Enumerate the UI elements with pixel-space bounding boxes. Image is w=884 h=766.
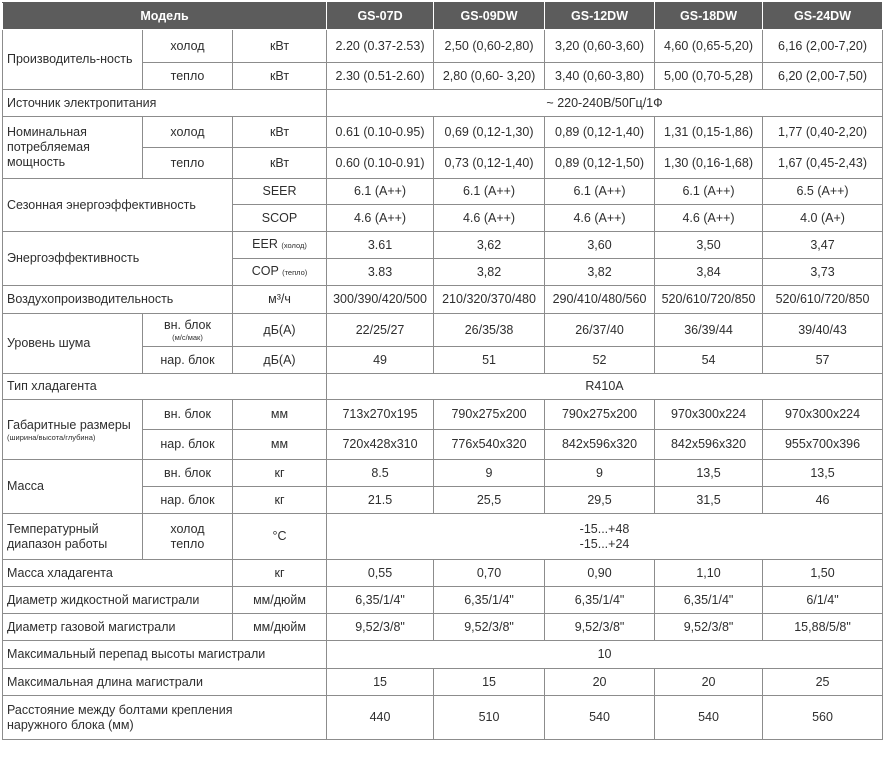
- cell-value: 2,80 (0,60- 3,20): [434, 63, 545, 90]
- cell-value: 13,5: [763, 460, 883, 487]
- cell-value: 39/40/43: [763, 314, 883, 347]
- cell-value: 3,73: [763, 259, 883, 286]
- efficiency-label: Энергоэффективность: [3, 232, 233, 286]
- cell-value: 25: [763, 669, 883, 696]
- unit-label: кВт: [233, 148, 327, 179]
- cell-value: 2.30 (0.51-2.60): [327, 63, 434, 90]
- cell-value: 6.1 (A++): [434, 179, 545, 205]
- cell-value: 790x275x200: [434, 400, 545, 430]
- refrigerant-value: R410A: [327, 374, 883, 400]
- cell-value: 4.6 (A++): [545, 205, 655, 232]
- cell-value: 6,35/1/4": [655, 587, 763, 614]
- cell-value: 520/610/720/850: [655, 286, 763, 314]
- unit-label: кг: [233, 560, 327, 587]
- spec-table: [2, 2, 883, 740]
- mass-label: Масса: [3, 460, 143, 514]
- cell-value: 26/37/40: [545, 314, 655, 347]
- model-name: GS-09DW: [434, 3, 545, 30]
- mode-label: тепло: [143, 148, 233, 179]
- dimensions-note: (ширина/высота/глубина): [7, 432, 96, 442]
- eer-unit-note: (холод): [281, 241, 307, 250]
- cell-value: 970x300x224: [763, 400, 883, 430]
- cell-value: 540: [655, 696, 763, 740]
- dimensions-label-cell: [3, 400, 143, 460]
- refrigerant-row: [3, 374, 883, 400]
- mode-labels: [143, 514, 233, 560]
- cell-value: 46: [763, 487, 883, 514]
- cell-value: 720x428x310: [327, 430, 434, 460]
- cell-value: 0,70: [434, 560, 545, 587]
- unit-label: кг: [233, 487, 327, 514]
- cell-value: 57: [763, 347, 883, 374]
- unit-label: м³/ч: [233, 286, 327, 314]
- cell-value: 6,35/1/4": [327, 587, 434, 614]
- indoor-label: вн. блок: [143, 400, 233, 430]
- unit-label: дБ(А): [233, 347, 327, 374]
- cell-value: 4.6 (A++): [655, 205, 763, 232]
- cell-value: 790x275x200: [545, 400, 655, 430]
- mode-label: холод: [143, 30, 233, 63]
- cell-value: 8.5: [327, 460, 434, 487]
- cool-range: -15...+48: [579, 521, 630, 536]
- capacity-label: Производитель-ность: [3, 30, 143, 90]
- unit-label: [233, 259, 327, 286]
- max-length-label: Максимальная длина магистрали: [3, 669, 327, 696]
- capacity-cool-row: [3, 30, 883, 63]
- liquid-pipe-row: [3, 587, 883, 614]
- cell-value: 0,89 (0,12-1,40): [545, 117, 655, 148]
- cell-value: 2,50 (0,60-2,80): [434, 30, 545, 63]
- cell-value: 6.1 (A++): [327, 179, 434, 205]
- cell-value: 6,35/1/4": [545, 587, 655, 614]
- indoor-note: (м/с/мак): [172, 333, 203, 342]
- cell-value: 1,30 (0,16-1,68): [655, 148, 763, 179]
- power-input-cool-row: [3, 117, 883, 148]
- cell-value: 3,82: [434, 259, 545, 286]
- cell-value: 3,82: [545, 259, 655, 286]
- cell-value: 0.61 (0.10-0.95): [327, 117, 434, 148]
- max-height-label: Максимальный перепад высоты магистрали: [3, 641, 327, 669]
- cell-value: 842x596x320: [655, 430, 763, 460]
- unit-label: SEER: [233, 179, 327, 205]
- cell-value: 49: [327, 347, 434, 374]
- seasonal-efficiency-label: Сезонная энергоэффективность: [3, 179, 233, 232]
- cell-value: 9: [545, 460, 655, 487]
- unit-label: [233, 232, 327, 259]
- max-height-value: 10: [327, 641, 883, 669]
- unit-label: дБ(А): [233, 314, 327, 347]
- cell-value: 9,52/3/8": [434, 614, 545, 641]
- cell-value: 1,67 (0,45-2,43): [763, 148, 883, 179]
- cell-value: 0,90: [545, 560, 655, 587]
- cell-value: 15: [327, 669, 434, 696]
- cool-label: холод: [170, 521, 205, 536]
- cell-value: 4.6 (A++): [327, 205, 434, 232]
- outdoor-label: нар. блок: [143, 487, 233, 514]
- power-source-value: ~ 220-240В/50Гц/1Ф: [327, 90, 883, 117]
- cell-value: 3.83: [327, 259, 434, 286]
- cell-value: 9,52/3/8": [327, 614, 434, 641]
- cell-value: 970x300x224: [655, 400, 763, 430]
- cell-value: 4,60 (0,65-5,20): [655, 30, 763, 63]
- max-height-row: [3, 641, 883, 669]
- bolt-distance-label: Расстояние между болтами крепления наружного блока (мм): [3, 696, 327, 740]
- mode-label: тепло: [143, 63, 233, 90]
- cell-value: 31,5: [655, 487, 763, 514]
- cell-value: 713x270x195: [327, 400, 434, 430]
- cell-value: 842x596x320: [545, 430, 655, 460]
- cell-value: 440: [327, 696, 434, 740]
- cell-value: 0,55: [327, 560, 434, 587]
- airflow-row: [3, 286, 883, 314]
- temperature-label: Температурный диапазон работы: [3, 514, 143, 560]
- dimensions-indoor-row: [3, 400, 883, 430]
- bolt-distance-row: [3, 696, 883, 740]
- refrigerant-label: Тип хладагента: [3, 374, 327, 400]
- cell-value: 9,52/3/8": [655, 614, 763, 641]
- cell-value: 6.1 (A++): [545, 179, 655, 205]
- unit-label: SCOP: [233, 205, 327, 232]
- unit-label: кВт: [233, 117, 327, 148]
- cell-value: 3,40 (0,60-3,80): [545, 63, 655, 90]
- eer-row: [3, 232, 883, 259]
- power-source-label: Источник электропитания: [3, 90, 327, 117]
- gas-pipe-row: [3, 614, 883, 641]
- refrigerant-mass-label: Масса хладагента: [3, 560, 233, 587]
- outdoor-label: нар. блок: [143, 430, 233, 460]
- heat-range: -15...+24: [579, 536, 630, 551]
- cell-value: 6,16 (2,00-7,20): [763, 30, 883, 63]
- indoor-label: вн. блок: [164, 318, 211, 332]
- cell-value: 3.61: [327, 232, 434, 259]
- cell-value: 29,5: [545, 487, 655, 514]
- noise-label: Уровень шума: [3, 314, 143, 374]
- model-name: GS-24DW: [763, 3, 883, 30]
- cell-value: 540: [545, 696, 655, 740]
- unit-label: кг: [233, 460, 327, 487]
- model-name: GS-07D: [327, 3, 434, 30]
- unit-label: °C: [233, 514, 327, 560]
- power-source-row: [3, 90, 883, 117]
- heat-label: тепло: [170, 536, 205, 551]
- noise-indoor-row: [3, 314, 883, 347]
- cell-value: 290/410/480/560: [545, 286, 655, 314]
- cell-value: 0,69 (0,12-1,30): [434, 117, 545, 148]
- cell-value: 22/25/27: [327, 314, 434, 347]
- cell-value: 3,20 (0,60-3,60): [545, 30, 655, 63]
- unit-type-label: [143, 314, 233, 347]
- cell-value: 3,50: [655, 232, 763, 259]
- cell-value: 776x540x320: [434, 430, 545, 460]
- cell-value: 0,89 (0,12-1,50): [545, 148, 655, 179]
- cop-unit-note: (тепло): [282, 268, 308, 277]
- model-name: GS-18DW: [655, 3, 763, 30]
- cell-value: 13,5: [655, 460, 763, 487]
- cell-value: 520/610/720/850: [763, 286, 883, 314]
- refrigerant-mass-row: [3, 560, 883, 587]
- cell-value: 21.5: [327, 487, 434, 514]
- power-input-label: Номинальная потребляемая мощность: [3, 117, 143, 179]
- cell-value: 0.60 (0.10-0.91): [327, 148, 434, 179]
- model-name: GS-12DW: [545, 3, 655, 30]
- cell-value: 51: [434, 347, 545, 374]
- unit-label: кВт: [233, 63, 327, 90]
- cell-value: 4.0 (A+): [763, 205, 883, 232]
- cell-value: 210/320/370/480: [434, 286, 545, 314]
- cell-value: 3,60: [545, 232, 655, 259]
- cell-value: 560: [763, 696, 883, 740]
- unit-label: мм/дюйм: [233, 614, 327, 641]
- dimensions-label: Габаритные размеры: [7, 417, 131, 432]
- cell-value: 6.1 (A++): [655, 179, 763, 205]
- cell-value: 20: [545, 669, 655, 696]
- indoor-label: вн. блок: [143, 460, 233, 487]
- cell-value: 5,00 (0,70-5,28): [655, 63, 763, 90]
- unit-label: кВт: [233, 30, 327, 63]
- cell-value: 1,31 (0,15-1,86): [655, 117, 763, 148]
- cell-value: 300/390/420/500: [327, 286, 434, 314]
- cell-value: 1,77 (0,40-2,20): [763, 117, 883, 148]
- seer-row: [3, 179, 883, 205]
- model-header: Модель: [3, 3, 327, 30]
- temperature-values: [327, 514, 883, 560]
- cell-value: 54: [655, 347, 763, 374]
- cell-value: 6,35/1/4": [434, 587, 545, 614]
- cell-value: 1,10: [655, 560, 763, 587]
- cell-value: 25,5: [434, 487, 545, 514]
- max-length-row: [3, 669, 883, 696]
- cell-value: 3,84: [655, 259, 763, 286]
- cell-value: 20: [655, 669, 763, 696]
- outdoor-label: нар. блок: [143, 347, 233, 374]
- airflow-label: Воздухопроизводительность: [3, 286, 233, 314]
- unit-label: мм/дюйм: [233, 587, 327, 614]
- cell-value: 6/1/4": [763, 587, 883, 614]
- cell-value: 52: [545, 347, 655, 374]
- eer-unit: EER: [252, 237, 278, 251]
- unit-label: мм: [233, 400, 327, 430]
- header-row: [3, 3, 883, 30]
- unit-label: мм: [233, 430, 327, 460]
- cell-value: 6.5 (A++): [763, 179, 883, 205]
- cell-value: 6,20 (2,00-7,50): [763, 63, 883, 90]
- cell-value: 3,62: [434, 232, 545, 259]
- cop-unit: COP: [251, 264, 279, 278]
- mode-label: холод: [143, 117, 233, 148]
- cell-value: 4.6 (A++): [434, 205, 545, 232]
- gas-pipe-label: Диаметр газовой магистрали: [3, 614, 233, 641]
- cell-value: 3,47: [763, 232, 883, 259]
- cell-value: 15: [434, 669, 545, 696]
- cell-value: 15,88/5/8": [763, 614, 883, 641]
- cell-value: 0,73 (0,12-1,40): [434, 148, 545, 179]
- cell-value: 510: [434, 696, 545, 740]
- cell-value: 26/35/38: [434, 314, 545, 347]
- temperature-row: [3, 514, 883, 560]
- cell-value: 955x700x396: [763, 430, 883, 460]
- liquid-pipe-label: Диаметр жидкостной магистрали: [3, 587, 233, 614]
- cell-value: 36/39/44: [655, 314, 763, 347]
- mass-indoor-row: [3, 460, 883, 487]
- cell-value: 9: [434, 460, 545, 487]
- cell-value: 9,52/3/8": [545, 614, 655, 641]
- cell-value: 1,50: [763, 560, 883, 587]
- cell-value: 2.20 (0.37-2.53): [327, 30, 434, 63]
